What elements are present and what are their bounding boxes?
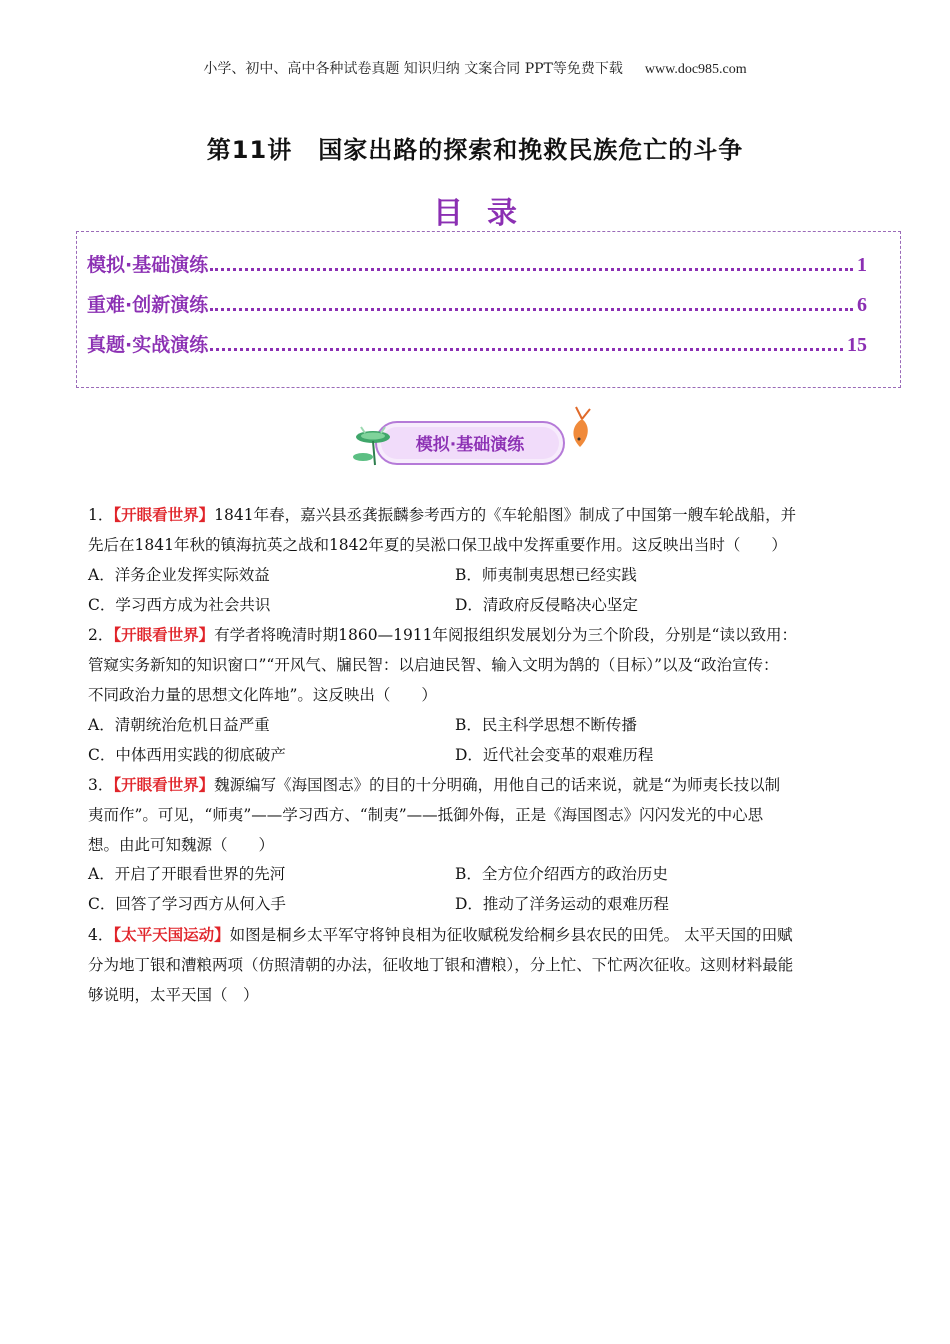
toc-heading: 目录: [433, 196, 541, 231]
question-tag: 【开眼看世界】: [113, 506, 215, 524]
lecture-number: 第11讲: [206, 136, 293, 164]
lecture-topic: 国家出路的探索和挽救民族危亡的斗争: [318, 136, 744, 164]
toc-item[interactable]: [87, 290, 867, 317]
question-tag: 【开眼看世界】: [113, 626, 215, 644]
option-b[interactable]: B．民主科学思想不断传播: [455, 716, 637, 734]
page-header: [0, 58, 950, 78]
toc-item[interactable]: [87, 250, 867, 277]
question-4: [88, 920, 878, 1010]
question-line: 如图是桐乡太平军守将钟良相为征收赋税发给桐乡县农民的田凭。 太平天国的田赋: [229, 926, 793, 944]
question-line: 想。由此可知魏源（ ）: [88, 836, 275, 854]
toc-item-label: 模拟·基础演练: [87, 254, 209, 276]
header-text: 小学、初中、高中各种试卷真题 知识归纳 文案合同 PPT等免费下载: [203, 61, 623, 77]
option-d[interactable]: D．近代社会变革的艰难历程: [455, 746, 654, 764]
toc-item-label: 真题·实战演练: [87, 334, 209, 356]
toc-leader: [210, 268, 853, 271]
toc-item[interactable]: [87, 330, 867, 357]
question-line: 够说明，太平天国（ ）: [88, 986, 259, 1004]
header-site[interactable]: www.doc985.com: [644, 62, 747, 77]
question-number: 1．: [88, 506, 114, 524]
option-d[interactable]: D．推动了洋务运动的艰难历程: [455, 895, 669, 913]
question-line: 先后在1841年秋的镇海抗英之战和1842年夏的吴淞口保卫战中发挥重要作用。这反映出当时（ ）: [88, 536, 787, 554]
koi-fish-icon: [560, 403, 600, 453]
option-a[interactable]: A．开启了开眼看世界的先河: [88, 865, 286, 883]
question-tag: 【太平天国运动】: [113, 926, 230, 944]
toc-item-page: 15: [847, 334, 867, 356]
question-3: [88, 770, 878, 860]
table-of-contents: [76, 231, 901, 388]
option-d[interactable]: D．清政府反侵略决心坚定: [455, 596, 638, 614]
toc-leader: [210, 348, 843, 351]
option-a[interactable]: A．洋务企业发挥实际效益: [88, 566, 270, 584]
option-b[interactable]: B．师夷制夷思想已经实践: [455, 566, 637, 584]
question-line: 管窥实务新知的知识窗口”“开风气、牖民智：以启迪民智、输入文明为鹄的（目标）”以及“政治宣传：: [88, 656, 779, 674]
question-1: [88, 500, 878, 560]
question-number: 3．: [88, 776, 114, 794]
option-c[interactable]: C．中体西用实践的彻底破产: [88, 746, 286, 764]
question-line: 1841年春，嘉兴县丞龚振麟参考西方的《车轮船图》制成了中国第一艘车轮战船，并: [214, 506, 797, 524]
question-tag: 【开眼看世界】: [113, 776, 215, 794]
question-line: 有学者将晚清时期1860—1911年阅报组织发展划分为三个阶段，分别是“读以致用：: [214, 626, 797, 644]
toc-leader: [210, 308, 853, 311]
option-b[interactable]: B．全方位介绍西方的政治历史: [455, 865, 668, 883]
option-c[interactable]: C．回答了学习西方从何入手: [88, 895, 286, 913]
badge-label: 模拟·基础演练: [415, 435, 525, 455]
page-title: [0, 130, 950, 165]
question-2: [88, 620, 878, 710]
question-line: 魏源编写《海国图志》的目的十分明确，用他自己的话来说，就是“为师夷长技以制: [214, 776, 781, 794]
toc-item-page: 6: [857, 294, 867, 316]
option-a[interactable]: A．清朝统治危机日益严重: [88, 716, 270, 734]
toc-item-label: 重难·创新演练: [87, 294, 209, 316]
toc-item-page: 1: [857, 254, 867, 276]
question-line: 分为地丁银和漕粮两项（仿照清朝的办法，征收地丁银和漕粮），分上忙、下忙两次征收。这则材料最能: [88, 956, 794, 974]
question-line: 夷而作”。可见，“师夷”——学习西方、“制夷”——抵御外侮，正是《海国图志》闪闪发光的中心思: [88, 806, 764, 824]
section-badge: [345, 413, 595, 473]
question-number: 4．: [88, 926, 114, 944]
question-number: 2．: [88, 626, 114, 644]
option-c[interactable]: C．学习西方成为社会共识: [88, 596, 271, 614]
question-line: 不同政治力量的思想文化阵地”。这反映出（ ）: [88, 686, 437, 704]
